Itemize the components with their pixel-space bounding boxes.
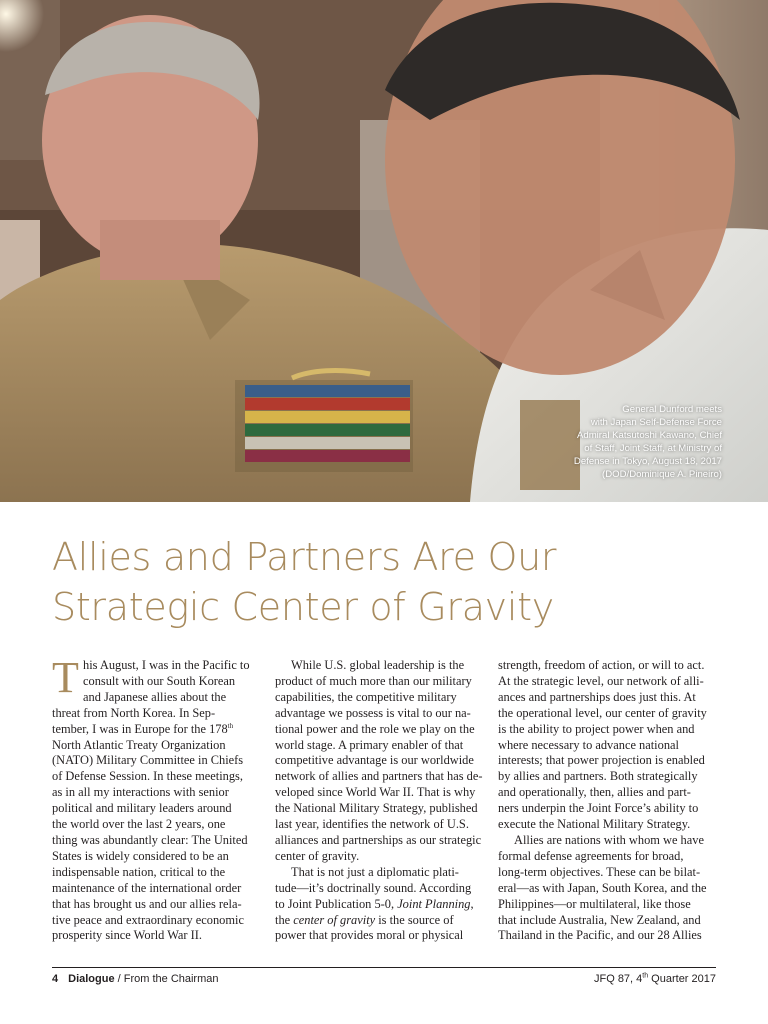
- body-column-3: [498, 658, 709, 944]
- body-line: interests; that power projection is enabled: [498, 753, 705, 768]
- body-line: the National Military Strategy, published: [275, 801, 478, 816]
- section-name: Dialogue: [68, 973, 115, 985]
- body-line: [275, 913, 486, 929]
- title-line: Allies and Partners Are Our: [52, 535, 557, 579]
- photo-caption: [522, 403, 722, 481]
- body-line: veloped since World War II. That is why: [275, 785, 476, 800]
- journal-ordinal: th: [642, 972, 649, 980]
- body-line: last year, identifies the network of U.S.: [275, 817, 469, 832]
- body-line: his August, I was in the Pacific to: [83, 658, 250, 672]
- body-line: States is widely considered to be an: [52, 848, 229, 863]
- body-line: power that provides moral or physical: [275, 928, 464, 943]
- footer-left: [52, 973, 219, 985]
- body-line: [52, 722, 263, 738]
- body-line: maintenance of the international order: [52, 880, 242, 895]
- body-line: network of allies and partners that has de-: [275, 769, 483, 784]
- body-line: that has brought us and our allies rela-: [52, 896, 242, 911]
- body-line: ances and partnerships does just this. At: [498, 689, 696, 704]
- body-line: long-term objectives. These can be bilat-: [498, 864, 701, 879]
- body-line: tude—it’s doctrinally sound. According: [275, 880, 472, 895]
- body-text: to Joint Publication 5-0,: [275, 896, 398, 911]
- body-line: is the ability to project power when and: [498, 721, 695, 736]
- body-line: (NATO) Military Committee in Chiefs: [52, 753, 244, 768]
- body-line: world stage. A primary enabler of that: [275, 737, 464, 752]
- body-line: of Defense Session. In these meetings,: [52, 769, 243, 784]
- journal-quarter: Quarter 2017: [648, 973, 716, 985]
- body-line: alliances and partnerships as our strategic: [275, 832, 482, 847]
- caption-line: of Staff, Joint Staff, at Ministry of: [584, 443, 722, 454]
- body-column-2: [275, 658, 486, 944]
- body-line: as in all my interactions with senior: [52, 785, 229, 800]
- body-line: consult with our South Korean: [83, 673, 236, 688]
- body-line: center of gravity.: [275, 848, 360, 863]
- body-line: that include Australia, New Zealand, and: [498, 912, 701, 927]
- body-text: tember, I was in Europe for the 178: [52, 721, 228, 736]
- body-line: where necessary to advance national: [498, 737, 679, 752]
- body-line: ners underpin the Joint Force’s ability to: [498, 801, 699, 816]
- journal-issue: JFQ 87, 4: [593, 973, 643, 985]
- body-line: At the strategic level, our network of alli-: [498, 673, 704, 688]
- body-text: ,: [470, 896, 474, 911]
- body-line: Philippines—or multilateral, like those: [498, 896, 691, 911]
- body-line: strength, freedom of action, or will to act.: [498, 658, 705, 672]
- ordinal-suffix: th: [227, 721, 234, 730]
- italic-term: Joint Planning: [397, 896, 471, 911]
- body-text: the: [275, 912, 294, 927]
- footer-rule: [52, 967, 716, 968]
- body-line: advantage we possess is vital to our na-: [275, 705, 471, 720]
- body-line: product of much more than our military: [275, 673, 472, 688]
- body-line: tive peace and extraordinary economic: [52, 912, 244, 927]
- body-line: thing was abundantly clear: The United: [52, 832, 248, 847]
- body-line: Allies are nations with whom we have: [514, 832, 704, 847]
- body-line: competitive advantage is our worldwide: [275, 753, 474, 768]
- body-column-1: [52, 653, 263, 944]
- body-line: indispensable nation, critical to the: [52, 864, 226, 879]
- body-line: capabilities, the competitive military: [275, 689, 457, 704]
- body-line: That is not just a diplomatic plati-: [291, 864, 459, 879]
- caption-line: Admiral Katsutoshi Kawano, Chief: [576, 430, 722, 441]
- body-line: [275, 897, 486, 913]
- body-line: North Atlantic Treaty Organization: [52, 737, 226, 752]
- subsection-name: / From the Chairman: [114, 973, 219, 985]
- body-line: execute the National Military Strategy.: [498, 817, 691, 832]
- caption-line: General Dunford meets: [622, 404, 722, 415]
- body-line: threat from North Korea. In Sep-: [52, 705, 216, 720]
- body-line: Thailand in the Pacific, and our 28 Allies: [498, 928, 702, 943]
- body-line: tional power and the role we play on the: [275, 721, 475, 736]
- body-line: prosperity since World War II.: [52, 928, 202, 943]
- body-line: the operational level, our center of gravity: [498, 705, 707, 720]
- caption-line: with Japan Self-Defense Force: [590, 417, 722, 428]
- italic-term: center of gravity: [293, 912, 376, 927]
- article-title: [52, 532, 732, 632]
- body-line: formal defense agreements for broad,: [498, 848, 684, 863]
- body-text: is the source of: [375, 912, 454, 927]
- body-line: While U.S. global leadership is the: [291, 658, 465, 672]
- title-line: Strategic Center of Gravity: [52, 585, 554, 629]
- body-line: the world over the last 2 years, one: [52, 817, 226, 832]
- cover-photo: [0, 0, 768, 502]
- body-line: political and military leaders around: [52, 801, 232, 816]
- caption-line: (DOD/Dominique A. Pineiro): [602, 469, 722, 480]
- body-line: by allies and partners. Both strategically: [498, 769, 698, 784]
- caption-line: Defense in Tokyo, August 18, 2017: [573, 456, 722, 467]
- body-line: and Japanese allies about the: [83, 689, 227, 704]
- body-line: and operationally, then, allies and part-: [498, 785, 691, 800]
- footer-right: [594, 973, 716, 985]
- page-number: 4: [52, 973, 59, 985]
- body-line: eral—as with Japan, South Korea, and the: [498, 880, 707, 895]
- drop-cap: T: [52, 653, 79, 702]
